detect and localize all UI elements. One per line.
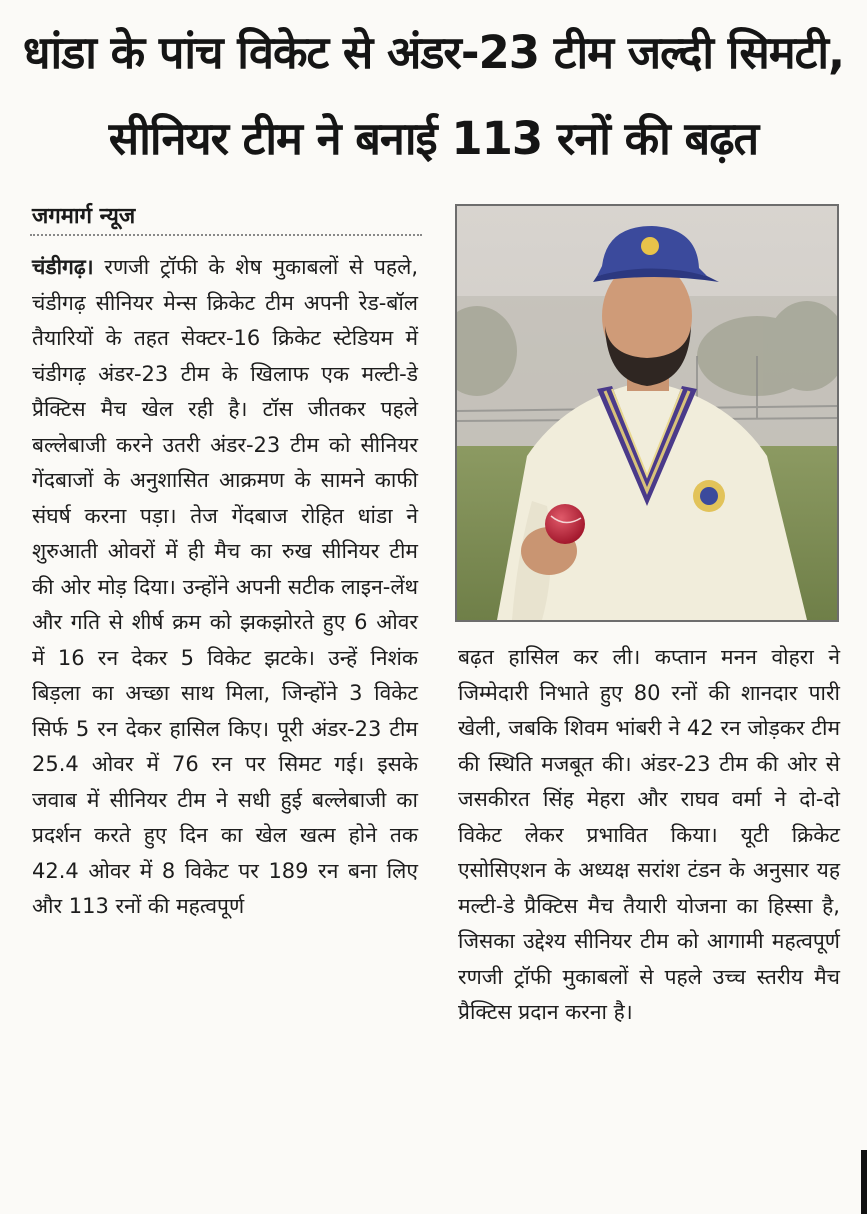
byline-divider	[30, 234, 422, 236]
player-photo	[455, 204, 839, 622]
headline-line-2: सीनियर टीम ने बनाई 113 रनों की बढ़त	[108, 112, 759, 165]
article-body-right: बढ़त हासिल कर ली। कप्तान मनन वोहरा ने जिम्मेदारी निभाते हुए 80 रनों की शानदार पारी खेली, जबकि शिवम भांबरी ने 42 रन जोड़कर टीम की स्थिति मजबूत की। अंडर-23 टीम की ओर से जसकीरत सिंह मेहरा और राघव वर्मा ने दो-दो विकेट लेकर प्रभावित किया। यूटी क्रिकेट एसोसिएशन के अध्यक्ष सरांश टंडन के अनुसार यह मल्टी-डे प्रैक्टिस मैच तैयारी योजना का हिस्सा है, जिसका उद्देश्य सीनियर टीम को आगामी महत्वपूर्ण रणजी ट्रॉफी मुकाबलों से पहले उच्च स्तरीय मैच प्रैक्टिस प्रदान करना है।	[458, 645, 840, 1024]
article-column-left	[32, 250, 418, 925]
page-edge-mark	[861, 1150, 867, 1214]
article-column-right	[458, 640, 840, 1031]
dateline-place: चंडीगढ़।	[32, 255, 94, 279]
article-body-left: रणजी ट्रॉफी के शेष मुकाबलों से पहले, चंडीगढ़ सीनियर मेन्स क्रिकेट टीम अपनी रेड-बॉल तैयारियों के तहत सेक्टर-16 क्रिकेट स्टेडियम में चंडीगढ़ अंडर-23 टीम के खिलाफ एक मल्टी-डे प्रैक्टिस मैच खेल रही है। टॉस जीतकर पहले बल्लेबाजी करने उतरी अंडर-23 टीम को सीनियर गेंदबाजों के अनुशासित आक्रमण के सामने काफी संघर्ष करना पड़ा। तेज गेंदबाज रोहित धांडा ने शुरुआती ओवरों में ही मैच का रुख सीनियर टीम की ओर मोड़ दिया। उन्होंने अपनी सटीक लाइन-लेंथ और गति से शीर्ष क्रम को झकझोरते हुए 6 ओवर में 16 रन देकर 5 विकेट झटके। उन्हें निशंक बिड़ला का अच्छा साथ मिला, जिन्होंने 3 विकेट सिर्फ 5 रन देकर हासिल किए। पूरी अंडर-23 टीम 25.4 ओवर में 76 रन पर सिमट गई। इसके जवाब में सीनियर टीम ने सधी हुई बल्लेबाजी का प्रदर्शन करते हुए दिन का खेल खत्म होने तक 42.4 ओवर में 8 विकेट पर 189 रन बना लिए और 113 रनों की महत्वपूर्ण	[32, 255, 418, 918]
headline	[0, 10, 867, 182]
byline: जगमार्ग न्यूज	[32, 204, 136, 229]
headline-line-1: धांडा के पांच विकेट से अंडर-23 टीम जल्दी सिमटी,	[22, 26, 845, 79]
